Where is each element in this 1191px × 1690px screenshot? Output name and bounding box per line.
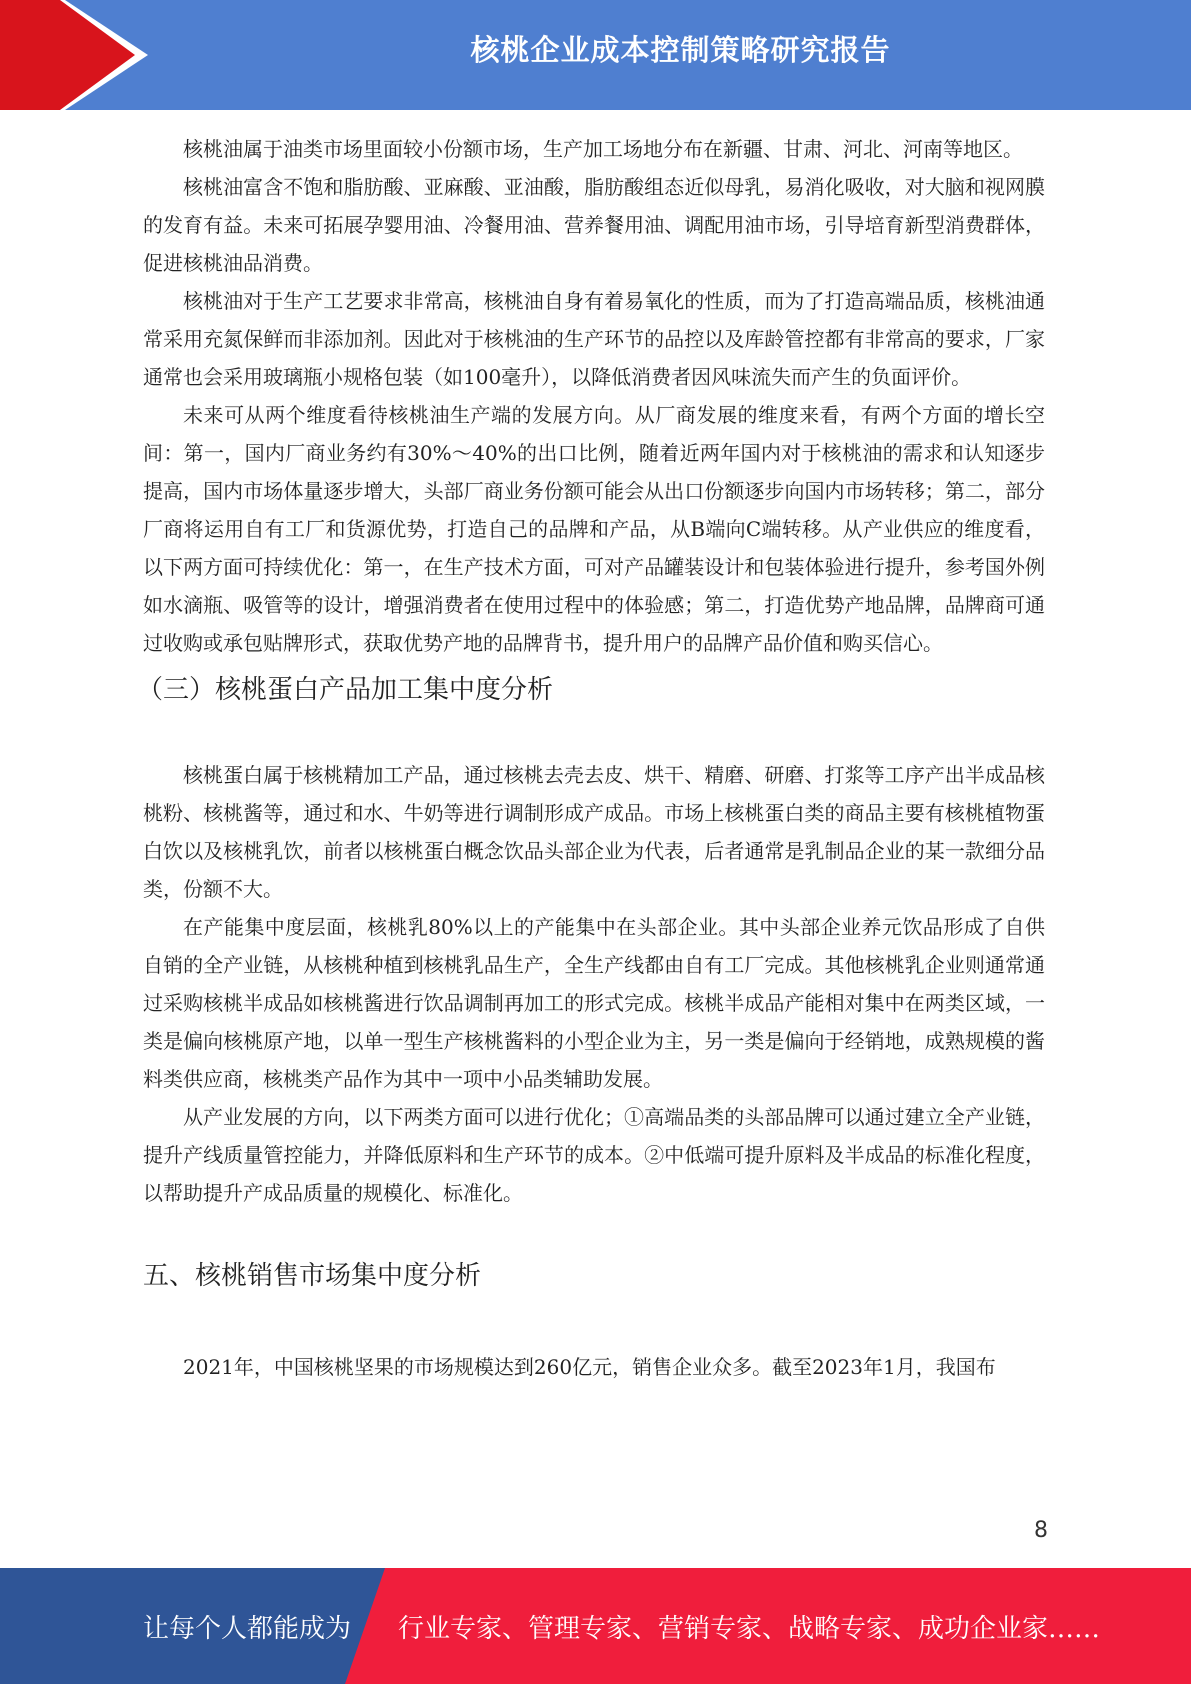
header-arrow-decoration <box>0 0 160 110</box>
page-content <box>137 130 1045 1386</box>
paragraph: 核桃油属于油类市场里面较小份额市场，生产加工场地分布在新疆、甘肃、河北、河南等地区。 <box>183 137 1023 161</box>
paragraph: 在产能集中度层面，核桃乳80%以上的产能集中在头部企业。其中头部企业养元饮品形成了自供自销的全产业链，从核桃种植到核桃乳品生产，全生产线都由自有工厂完成。其他核桃乳企业则通常通过采购核桃半成品如核桃酱进行饮品调制再加工的形式完成。核桃半成品产能相对集中在两类区域，一类是偏向核桃原产地，以单一型生产核桃酱料的小型企业为主，另一类是偏向于经销地，成熟规模的酱料类供应商，核桃类产品作为其中一项中小品类辅助发展。 <box>143 915 1045 1091</box>
page-footer <box>0 1568 1191 1684</box>
page-number: 8 <box>1034 1518 1048 1543</box>
paragraph: 未来可从两个维度看待核桃油生产端的发展方向。从厂商发展的维度来看，有两个方面的增长空间：第一，国内厂商业务约有30%～40%的出口比例，随着近两年国内对于核桃油的需求和认知逐步提高，国内市场体量逐步增大，头部厂商业务份额可能会从出口份额逐步向国内市场转移；第二，部分厂商将运用自有工厂和货源优势，打造自己的品牌和产品，从B端向C端转移。从产业供应的维度看，以下两方面可持续优化：第一，在生产技术方面，可对产品罐装设计和包装体验进行提升，参考国外例如水滴瓶、吸管等的设计，增强消费者在使用过程中的体验感；第二，打造优势产地品牌，品牌商可通过收购或承包贴牌形式，获取优势产地的品牌背书，提升用户的品牌产品价值和购买信心。 <box>143 403 1045 655</box>
paragraph: 核桃蛋白属于核桃精加工产品，通过核桃去壳去皮、烘干、精磨、研磨、打浆等工序产出半成品核桃粉、核桃酱等，通过和水、牛奶等进行调制形成产成品。市场上核桃蛋白类的商品主要有核桃植物蛋白饮以及核桃乳饮，前者以核桃蛋白概念饮品头部企业为代表，后者通常是乳制品企业的某一款细分品类，份额不大。 <box>143 763 1045 901</box>
paragraph: 核桃油富含不饱和脂肪酸、亚麻酸、亚油酸，脂肪酸组态近似母乳，易消化吸收，对大脑和视网膜的发育有益。未来可拓展孕婴用油、冷餐用油、营养餐用油、调配用油市场，引导培育新型消费群体，促进核桃油品消费。 <box>143 175 1045 275</box>
paragraph: 核桃油对于生产工艺要求非常高，核桃油自身有着易氧化的性质，而为了打造高端品质，核桃油通常采用充氮保鲜而非添加剂。因此对于核桃油的生产环节的品控以及库龄管控都有非常高的要求，厂家通常也会采用玻璃瓶小规格包装（如100毫升），以降低消费者因风味流失而产生的负面评价。 <box>143 289 1045 389</box>
footer-slogan-right: 行业专家、管理专家、营销专家、战略专家、成功企业家…… <box>398 1614 1101 1644</box>
paragraph: 从产业发展的方向，以下两类方面可以进行优化；①高端品类的头部品牌可以通过建立全产业链，提升产线质量管控能力，并降低原料和生产环节的成本。②中低端可提升原料及半成品的标准化程度，以帮助提升产成品质量的规模化、标准化。 <box>143 1105 1045 1205</box>
report-title: 核桃企业成本控制策略研究报告 <box>470 33 891 67</box>
section-heading-protein: （三）核桃蛋白产品加工集中度分析 <box>137 675 554 705</box>
paragraph: 2021年，中国核桃坚果的市场规模达到260亿元，销售企业众多。截至2023年1月，我国布 <box>183 1355 996 1379</box>
chapter-heading-sales: 五、核桃销售市场集中度分析 <box>143 1261 482 1291</box>
page-header <box>0 0 1191 110</box>
footer-slogan-left: 让每个人都能成为 <box>143 1614 352 1644</box>
